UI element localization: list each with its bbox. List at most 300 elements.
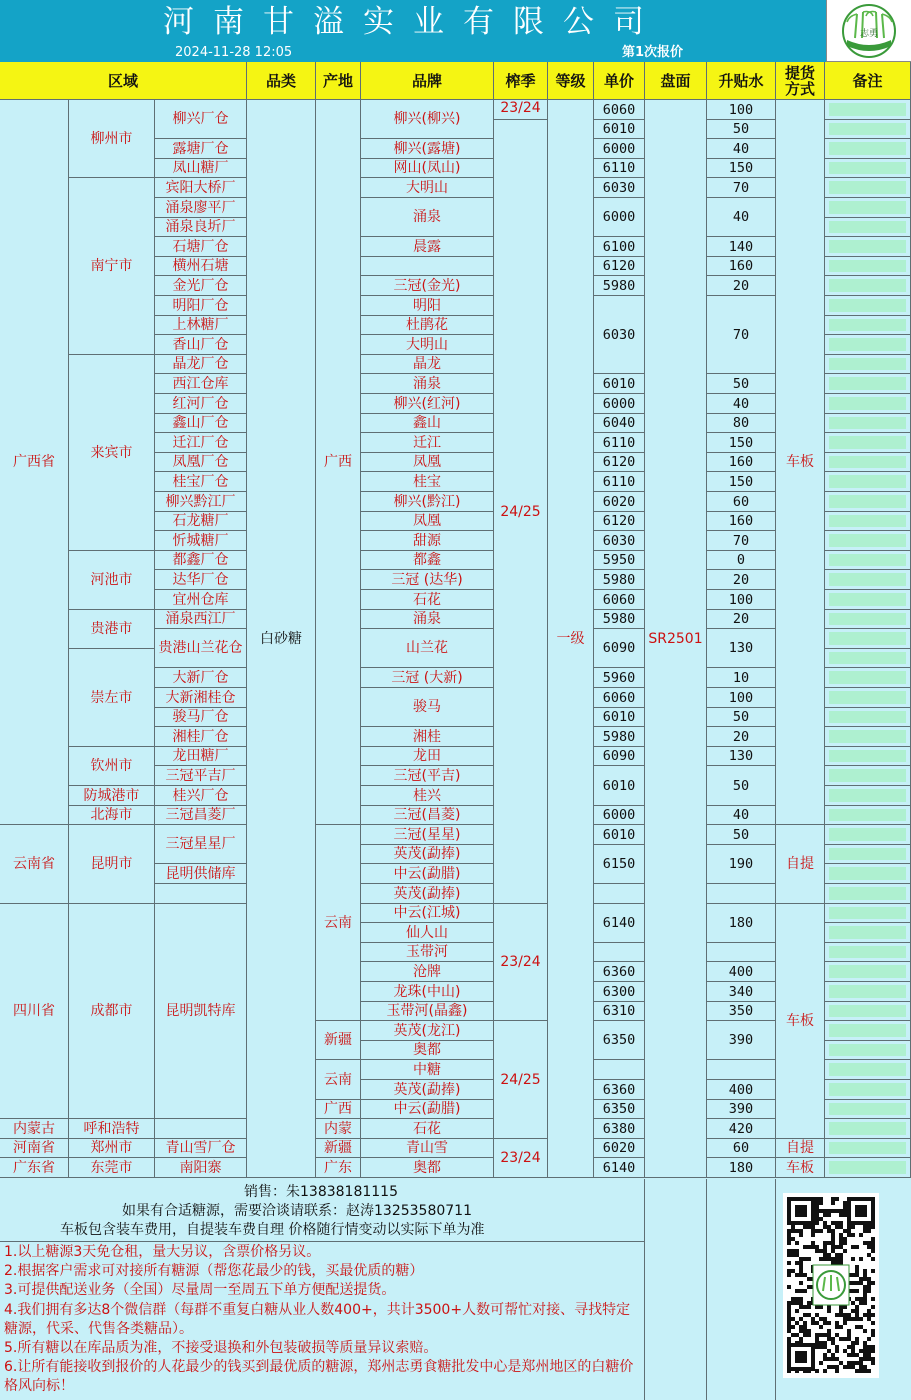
brand-cell: 湘桂 [361,727,494,747]
brand-cell: 大明山 [361,335,494,355]
price-cell: 5950 [594,551,645,570]
price-cell: 6010 [594,825,645,845]
price-cell: 6140 [594,904,645,943]
price-cell: 6090 [594,629,645,668]
remark-cell[interactable] [825,923,911,943]
location-cell: 昆明供储库 [155,864,247,884]
header-remark: 备注 [825,62,911,100]
price-cell: 6010 [594,120,645,139]
premium-cell: 400 [707,962,776,982]
remark-fill [829,926,906,939]
location-cell [155,884,247,904]
city-cell: 钦州市 [69,747,155,786]
price-cell: 5980 [594,276,645,296]
brand-cell: 奥都 [361,1158,494,1178]
city-cell: 柳州市 [69,100,155,178]
premium-cell: 70 [707,531,776,551]
remark-cell[interactable] [825,904,911,923]
remark-cell[interactable] [825,433,911,453]
remark-cell[interactable] [825,1100,911,1119]
brand-cell: 桂宝 [361,472,494,492]
remark-fill [829,593,906,606]
premium-cell: 180 [707,1158,776,1178]
remark-cell[interactable] [825,394,911,414]
remark-cell[interactable] [825,472,911,492]
footer-divider [706,1179,707,1400]
location-cell: 涌泉良圻厂 [155,218,247,237]
location-cell: 露塘厂仓 [155,139,247,159]
pickup-cell: 自提 [776,825,825,904]
price-cell: 6110 [594,159,645,178]
negotiation-contact: 如果有合适糖源，需要洽谈请联系：赵涛13253580711 [122,1203,472,1219]
brand-cell: 晨露 [361,237,494,257]
province-cell: 云南省 [0,825,69,904]
origin-cell: 新疆 [316,1021,361,1060]
pickup-cell: 自提 [776,1139,825,1158]
province-cell: 四川省 [0,904,69,1119]
location-cell: 桂兴厂仓 [155,786,247,806]
premium-cell [707,943,776,962]
remark-fill [829,1142,906,1154]
remark-cell[interactable] [825,590,911,610]
remark-fill [829,1005,906,1017]
remark-cell[interactable] [825,1021,911,1041]
province-cell: 河南省 [0,1139,69,1158]
season-cell: 23/24 [494,904,548,1021]
premium-cell: 20 [707,727,776,747]
origin-cell: 云南 [316,825,361,1021]
price-cell: 6000 [594,139,645,159]
city-cell: 贵港市 [69,610,155,649]
remark-fill [829,495,906,508]
remark-fill [829,534,906,547]
price-cell: 6010 [594,374,645,394]
premium-cell: 20 [707,570,776,590]
brand-cell: 桂兴 [361,786,494,806]
brand-cell: 沧牌 [361,962,494,982]
quote-datetime: 2024-11-28 12:05 [175,45,293,60]
location-cell: 柳兴厂仓 [155,100,247,139]
remark-fill [829,475,906,488]
remark-fill [829,1103,906,1115]
brand-cell: 明阳 [361,296,494,316]
remark-fill [829,397,906,410]
brand-cell: 涌泉 [361,610,494,629]
remark-fill [829,279,906,292]
remark-cell[interactable] [825,668,911,688]
quote-round-label: 第1次报价 [622,45,684,60]
premium-cell [707,1060,776,1080]
brand-cell: 涌泉 [361,198,494,237]
season-cell: 23/24 [494,100,548,120]
header-premium: 升贴水 [707,62,776,100]
remark-cell[interactable] [825,139,911,159]
brand-cell: 山兰花 [361,629,494,668]
season-cell: 24/25 [494,120,548,904]
price-cell: 5960 [594,668,645,688]
note-item: 6.让所有能接收到报价的人花最少的钱买到最优质的糖源，郑州志勇食糖批发中心是郑州地区的白糖价格风向标！ [4,1359,634,1395]
brand-cell: 网山(凤山) [361,159,494,178]
board-cell: SR2501 [645,100,707,1178]
premium-cell: 130 [707,629,776,668]
note-item: 3.可提供配送业务（全国）尽量周一至周五下单方便配送提货。 [4,1282,396,1299]
premium-cell: 40 [707,139,776,159]
premium-cell [707,884,776,904]
price-cell: 6010 [594,708,645,727]
remark-cell[interactable] [825,1060,911,1080]
location-cell: 都鑫厂仓 [155,551,247,570]
location-cell: 香山厂仓 [155,335,247,355]
location-cell: 晶龙厂仓 [155,355,247,374]
location-cell: 石塘厂仓 [155,237,247,257]
header-pickup: 提货方式 [776,62,825,100]
brand-cell: 凤凰 [361,512,494,531]
remark-cell[interactable] [825,159,911,178]
location-cell: 凤凰厂仓 [155,453,247,472]
price-cell: 6000 [594,198,645,237]
city-cell: 防城港市 [69,786,155,806]
premium-cell: 350 [707,1002,776,1021]
remark-cell[interactable] [825,727,911,747]
remark-cell[interactable] [825,296,911,316]
price-cell: 6020 [594,492,645,512]
remark-cell[interactable] [825,806,911,825]
header-grade: 等级 [548,62,594,100]
price-cell: 6300 [594,982,645,1002]
remark-cell[interactable] [825,198,911,218]
location-cell: 宾阳大桥厂 [155,178,247,198]
remark-cell[interactable] [825,531,911,551]
remark-cell[interactable] [825,453,911,472]
location-cell: 昆明凯特库 [155,904,247,1119]
price-cell: 6100 [594,237,645,257]
brand-cell: 英茂(龙江) [361,1021,494,1041]
remark-cell[interactable] [825,414,911,433]
remark-fill [829,730,906,743]
remark-fill [829,554,906,566]
location-cell: 南阳寨 [155,1158,247,1178]
remark-fill [829,142,906,155]
location-cell: 三冠星星厂 [155,825,247,864]
remark-cell[interactable] [825,982,911,1002]
season-cell: 24/25 [494,1021,548,1139]
brand-cell: 仙人山 [361,923,494,943]
remark-cell[interactable] [825,492,911,512]
grade-cell: 一级 [548,100,594,1178]
remark-cell[interactable] [825,943,911,962]
remark-cell[interactable] [825,629,911,649]
remark-cell[interactable] [825,688,911,708]
price-cell: 6060 [594,688,645,708]
premium-cell: 40 [707,394,776,414]
remark-cell[interactable] [825,218,911,237]
location-cell: 金光厂仓 [155,276,247,296]
remark-cell[interactable] [825,120,911,139]
brand-cell: 骏马 [361,688,494,727]
location-cell: 红河厂仓 [155,394,247,414]
company-title-text: 河南甘溢实业有限公司 [163,4,663,40]
premium-cell: 390 [707,1100,776,1119]
brand-cell: 都鑫 [361,551,494,570]
remark-cell[interactable] [825,766,911,786]
location-cell: 大新湘桂仓 [155,688,247,708]
remark-cell[interactable] [825,316,911,335]
city-cell: 北海市 [69,806,155,825]
premium-cell: 60 [707,1139,776,1158]
remark-fill [829,809,906,821]
remark-cell[interactable] [825,512,911,531]
price-cell: 6000 [594,806,645,825]
header-board: 盘面 [645,62,707,100]
remark-fill [829,573,906,586]
brand-cell: 青山雪 [361,1139,494,1158]
premium-cell: 70 [707,178,776,198]
city-cell: 崇左市 [69,649,155,747]
sales-contact: 销售：朱13838181115 [244,1184,398,1200]
premium-cell: 150 [707,472,776,492]
remark-fill [829,907,906,919]
location-cell: 大新厂仓 [155,668,247,688]
note-item: 2.根据客户需求可对接所有糖源（帮您花最少的钱，买最优质的糖） [4,1263,424,1280]
remark-cell[interactable] [825,276,911,296]
premium-cell: 50 [707,825,776,845]
remark-cell[interactable] [825,845,911,864]
remark-cell[interactable] [825,1041,911,1060]
qr-code[interactable] [783,1193,879,1378]
brand-cell: 晶龙 [361,355,494,374]
remark-fill [829,515,906,527]
price-cell: 6360 [594,962,645,982]
location-cell: 湘桂厂仓 [155,727,247,747]
pickup-cell: 车板 [776,904,825,1139]
premium-cell: 180 [707,904,776,943]
brand-cell: 中云(勐腊) [361,1100,494,1119]
note-item: 4.我们拥有多达8个微信群（每群不重复白糖从业人数400+，共计3500+人数可帮忙对接、寻找特定糖源，代采、代售各类糖品）。 [4,1301,631,1337]
remark-fill [829,338,906,351]
remark-cell[interactable] [825,100,911,120]
origin-cell: 云南 [316,1060,361,1100]
location-cell: 石龙糖厂 [155,512,247,531]
remark-fill [829,162,906,174]
price-cell: 6150 [594,845,645,884]
premium-cell: 160 [707,257,776,276]
brand-cell: 鑫山 [361,414,494,433]
remark-fill [829,1044,906,1056]
remark-fill [829,358,906,370]
remark-cell[interactable] [825,1002,911,1021]
remark-cell[interactable] [825,237,911,257]
premium-cell: 140 [707,237,776,257]
remark-cell[interactable] [825,610,911,629]
remark-fill [829,123,906,135]
premium-cell: 40 [707,198,776,237]
fee-note: 车板包含装车费用，自提装车费自理 价格随行情变动以实际下单为准 [60,1222,485,1238]
remark-cell[interactable] [825,1139,911,1158]
brand-cell: 大明山 [361,178,494,198]
price-cell: 5980 [594,727,645,747]
brand-cell: 玉带河(晶鑫) [361,1002,494,1021]
brand-cell: 中云(江城) [361,904,494,923]
brand-cell: 英茂(勐捧) [361,845,494,864]
season-cell: 23/24 [494,1139,548,1178]
note-item: 1.以上糖源3天免仓租，量大另议，含票价格另议。 [4,1244,321,1260]
footer-divider [644,1179,645,1400]
location-cell [155,1119,247,1139]
price-cell: 6110 [594,472,645,492]
premium-cell: 100 [707,590,776,610]
brand-cell: 柳兴(黔江) [361,492,494,512]
category-cell: 白砂糖 [247,100,316,1178]
city-cell: 来宾市 [69,355,155,551]
brand-cell: 柳兴(露塘) [361,139,494,159]
remark-cell[interactable] [825,962,911,982]
remark-cell[interactable] [825,335,911,355]
remark-fill [829,221,906,233]
brand-cell: 柳兴(柳兴) [361,100,494,139]
brand-cell: 龙田 [361,747,494,766]
premium-cell: 40 [707,806,776,825]
remark-cell[interactable] [825,708,911,727]
price-cell: 6110 [594,433,645,453]
remark-fill [829,201,906,214]
location-cell: 涌泉西江厂 [155,610,247,629]
brand-cell: 英茂(勐捧) [361,884,494,904]
pickup-cell: 车板 [776,1158,825,1178]
footer-rule [0,1241,645,1242]
province-cell: 广西省 [0,100,69,825]
remark-fill [829,103,906,116]
remark-fill [829,319,906,331]
price-cell: 6120 [594,257,645,276]
premium-cell: 70 [707,296,776,374]
remark-fill [829,240,906,253]
brand-cell: 三冠(平吉) [361,766,494,786]
remark-fill [829,946,906,958]
location-cell: 贵港山兰花仓 [155,629,247,668]
premium-cell: 0 [707,551,776,570]
premium-cell: 340 [707,982,776,1002]
premium-cell: 420 [707,1119,776,1139]
origin-cell: 广西 [316,100,361,825]
remark-fill [829,691,906,704]
remark-cell[interactable] [825,570,911,590]
brand-cell: 三冠(金光) [361,276,494,296]
premium-cell: 160 [707,512,776,531]
brand-cell: 三冠(星星) [361,825,494,845]
remark-fill [829,613,906,625]
price-cell: 6380 [594,1119,645,1139]
price-cell: 5980 [594,610,645,629]
remark-cell[interactable] [825,786,911,806]
brand-cell: 三冠 (大新) [361,668,494,688]
location-cell: 横州石塘 [155,257,247,276]
brand-cell: 中云(勐腊) [361,864,494,884]
premium-cell: 100 [707,100,776,120]
remark-fill [829,377,906,390]
brand-cell: 三冠(昌菱) [361,806,494,825]
remark-fill [829,456,906,468]
remark-cell[interactable] [825,884,911,904]
city-cell: 河池市 [69,551,155,610]
remark-cell[interactable] [825,864,911,884]
remark-cell[interactable] [825,551,911,570]
remark-cell[interactable] [825,1080,911,1100]
brand-cell: 中糖 [361,1060,494,1080]
remark-cell[interactable] [825,374,911,394]
premium-cell: 100 [707,688,776,708]
remark-fill [829,867,906,880]
price-cell: 6010 [594,766,645,806]
notes-list [4,1243,644,1397]
premium-cell: 160 [707,453,776,472]
header-season: 榨季 [494,62,548,100]
price-cell [594,943,645,962]
province-cell: 内蒙古 [0,1119,69,1139]
location-cell: 涌泉廖平厂 [155,198,247,218]
location-cell: 西江仓库 [155,374,247,394]
location-cell: 迁江厂仓 [155,433,247,453]
remark-cell[interactable] [825,649,911,668]
premium-cell: 80 [707,414,776,433]
note-item: 5.所有糖以在库品质为准，不接受退换和外包装破损等质量异议索赔。 [4,1340,438,1357]
remark-cell[interactable] [825,355,911,374]
price-cell: 6000 [594,394,645,414]
remark-cell[interactable] [825,1158,911,1178]
remark-fill [829,711,906,723]
brand-cell: 石花 [361,1119,494,1139]
location-cell: 龙田糖厂 [155,747,247,766]
location-cell: 凤山糖厂 [155,159,247,178]
remark-fill [829,965,906,978]
location-cell: 青山雪厂仓 [155,1139,247,1158]
price-cell: 6350 [594,1021,645,1060]
price-cell: 6030 [594,178,645,198]
remark-fill [829,632,906,645]
premium-cell: 20 [707,610,776,629]
price-cell: 6090 [594,747,645,766]
premium-cell: 150 [707,159,776,178]
brand-cell: 杜鹃花 [361,316,494,335]
remark-fill [829,828,906,841]
remark-fill [829,436,906,449]
remark-fill [829,1161,906,1174]
pickup-cell: 车板 [776,100,825,825]
header-origin: 产地 [316,62,361,100]
brand-cell: 三冠 (达华) [361,570,494,590]
svg-text:志勇: 志勇 [859,29,879,39]
brand-cell [361,257,494,276]
remark-cell[interactable] [825,825,911,845]
premium-cell: 60 [707,492,776,512]
remark-cell[interactable] [825,747,911,766]
origin-cell: 广东 [316,1158,361,1178]
price-cell: 6350 [594,1100,645,1119]
origin-cell: 内蒙 [316,1119,361,1139]
premium-cell: 50 [707,766,776,806]
remark-fill [829,1122,906,1135]
remark-cell[interactable] [825,257,911,276]
price-cell: 6360 [594,1080,645,1100]
header-category: 品类 [247,62,316,100]
remark-cell[interactable] [825,1119,911,1139]
location-cell: 宜州仓库 [155,590,247,610]
brand-cell: 奥都 [361,1041,494,1060]
brand-cell: 石花 [361,590,494,610]
price-cell [594,884,645,904]
remark-cell[interactable] [825,178,911,198]
remark-fill [829,985,906,998]
premium-cell: 150 [707,433,776,453]
